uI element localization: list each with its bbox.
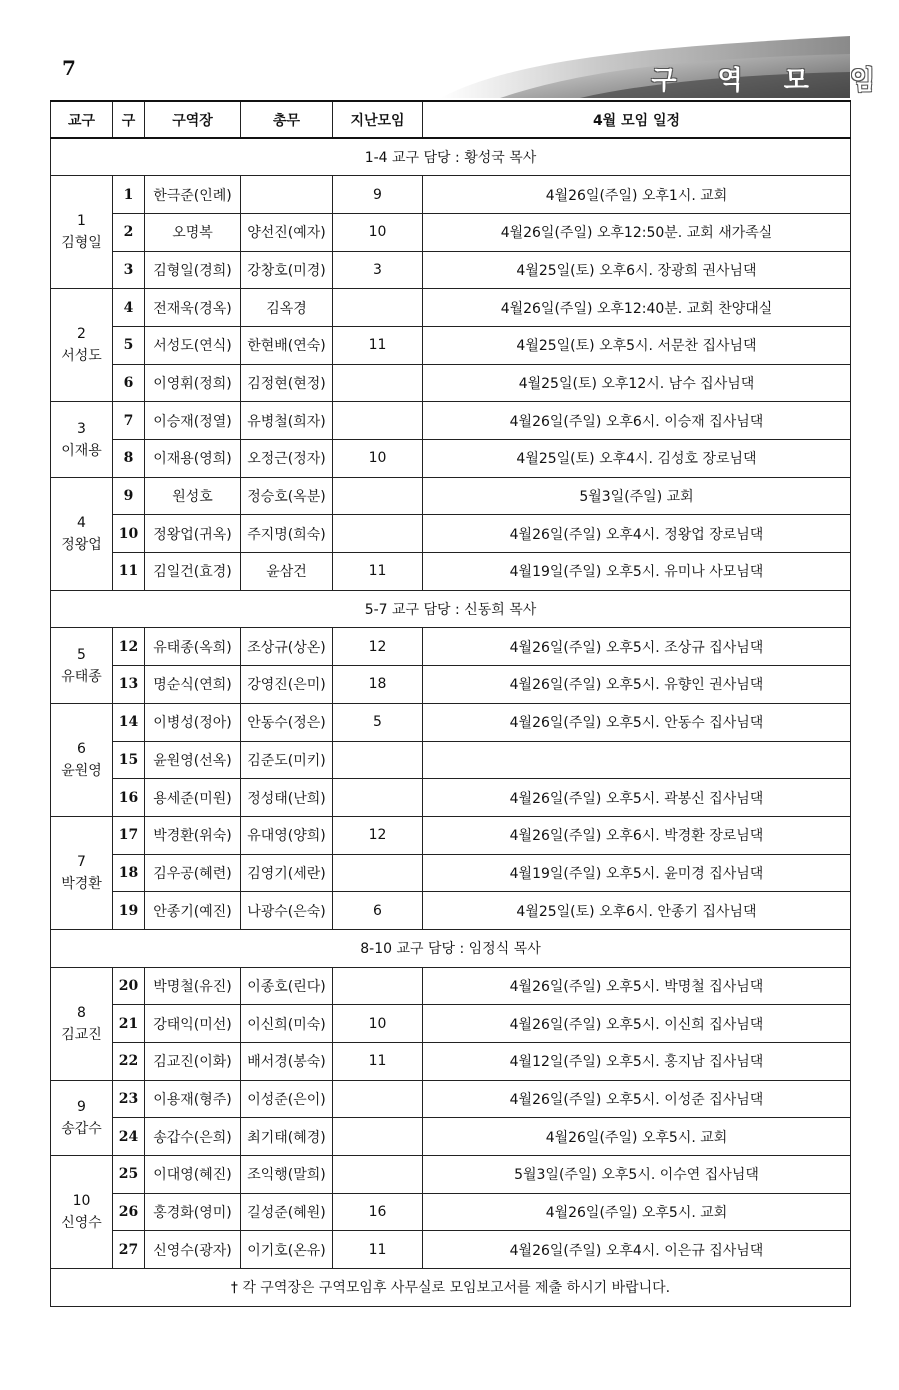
district-secretary: 김정현(현정)	[241, 364, 333, 402]
april-schedule: 4월19일(주일) 오후5시. 윤미경 집사님댁	[423, 854, 851, 892]
district-leader: 이승재(정열)	[145, 402, 241, 440]
april-schedule: 4월26일(주일) 오후5시. 조상규 집사님댁	[423, 628, 851, 666]
last-meeting-count: 12	[333, 628, 423, 666]
district-number: 24	[113, 1118, 145, 1156]
table-row	[51, 251, 851, 289]
district-leader: 윤원영(선옥)	[145, 741, 241, 779]
table-row	[51, 1080, 851, 1118]
parish-name: 박경환	[61, 875, 102, 892]
parish-cell	[51, 1156, 113, 1269]
district-number: 18	[113, 854, 145, 892]
table-row	[51, 289, 851, 327]
district-number: 22	[113, 1043, 145, 1081]
district-number: 7	[113, 402, 145, 440]
district-leader: 김교진(이화)	[145, 1043, 241, 1081]
april-schedule: 4월26일(주일) 오후6시. 이승재 집사님댁	[423, 402, 851, 440]
april-schedule: 4월26일(주일) 오후5시. 이성준 집사님댁	[423, 1080, 851, 1118]
district-number: 9	[113, 477, 145, 515]
district-leader: 강태익(미선)	[145, 1005, 241, 1043]
april-schedule: 4월25일(토) 오후4시. 김성호 장로님댁	[423, 440, 851, 478]
district-secretary: 김영기(세란)	[241, 854, 333, 892]
last-meeting-count	[333, 1080, 423, 1118]
parish-number: 2	[77, 326, 86, 343]
district-number: 21	[113, 1005, 145, 1043]
district-leader: 명순식(연희)	[145, 666, 241, 704]
district-secretary: 배서경(봉숙)	[241, 1043, 333, 1081]
district-leader: 이용재(형주)	[145, 1080, 241, 1118]
parish-name: 정왕업	[61, 536, 102, 553]
last-meeting-count: 11	[333, 1231, 423, 1269]
district-secretary: 김옥경	[241, 289, 333, 327]
table-row	[51, 892, 851, 930]
table-row	[51, 1043, 851, 1081]
district-leader: 송갑수(은희)	[145, 1118, 241, 1156]
parish-number: 6	[77, 740, 86, 757]
district-number: 27	[113, 1231, 145, 1269]
district-leader: 이병성(정아)	[145, 703, 241, 741]
last-meeting-count: 5	[333, 703, 423, 741]
april-schedule: 4월26일(주일) 오후4시. 정왕업 장로님댁	[423, 515, 851, 553]
district-number: 1	[113, 176, 145, 214]
district-secretary: 강영진(은미)	[241, 666, 333, 704]
table-row	[51, 515, 851, 553]
district-leader: 안종기(예진)	[145, 892, 241, 930]
parish-cell	[51, 703, 113, 816]
district-secretary: 유대영(양희)	[241, 816, 333, 854]
table-row	[51, 1118, 851, 1156]
april-schedule: 4월25일(토) 오후5시. 서문찬 집사님댁	[423, 326, 851, 364]
april-schedule: 4월26일(주일) 오후5시. 교회	[423, 1193, 851, 1231]
district-number: 10	[113, 515, 145, 553]
table-row	[51, 176, 851, 214]
district-number: 19	[113, 892, 145, 930]
last-meeting-count: 10	[333, 213, 423, 251]
last-meeting-count	[333, 1156, 423, 1194]
district-number: 15	[113, 741, 145, 779]
april-schedule: 4월26일(주일) 오후5시. 안동수 집사님댁	[423, 703, 851, 741]
april-schedule: 4월26일(주일) 오후12:50분. 교회 새가족실	[423, 213, 851, 251]
table-row	[51, 1231, 851, 1269]
april-schedule: 4월26일(주일) 오후1시. 교회	[423, 176, 851, 214]
col-header-district: 구	[113, 101, 145, 138]
district-leader: 서성도(연식)	[145, 326, 241, 364]
district-secretary: 조상규(상온)	[241, 628, 333, 666]
april-schedule: 4월25일(토) 오후6시. 안종기 집사님댁	[423, 892, 851, 930]
district-secretary: 최기태(혜경)	[241, 1118, 333, 1156]
district-secretary: 이기호(온유)	[241, 1231, 333, 1269]
section-row	[51, 929, 851, 967]
table-row	[51, 854, 851, 892]
col-header-last-meeting: 지난모임	[333, 101, 423, 138]
footer-note: † 각 구역장은 구역모임후 사무실로 모임보고서를 제출 하시기 바랍니다.	[51, 1269, 851, 1307]
april-schedule: 4월19일(주일) 오후5시. 유미나 사모님댁	[423, 553, 851, 591]
april-schedule: 4월26일(주일) 오후6시. 박경환 장로님댁	[423, 816, 851, 854]
table-row	[51, 326, 851, 364]
last-meeting-count: 16	[333, 1193, 423, 1231]
table-row	[51, 402, 851, 440]
col-header-april-schedule: 4월 모임 일정	[423, 101, 851, 138]
parish-name: 윤원영	[61, 762, 102, 779]
district-secretary: 윤삼건	[241, 553, 333, 591]
parish-number: 9	[77, 1098, 86, 1115]
district-secretary: 오정근(정자)	[241, 440, 333, 478]
district-number: 20	[113, 967, 145, 1005]
district-leader: 유태종(옥희)	[145, 628, 241, 666]
parish-number: 3	[77, 420, 86, 437]
district-number: 25	[113, 1156, 145, 1194]
district-leader: 원성호	[145, 477, 241, 515]
last-meeting-count: 12	[333, 816, 423, 854]
district-number: 8	[113, 440, 145, 478]
district-secretary: 정성태(난희)	[241, 779, 333, 817]
district-secretary: 이종호(린다)	[241, 967, 333, 1005]
district-leader: 한극준(인례)	[145, 176, 241, 214]
district-leader: 전재욱(경옥)	[145, 289, 241, 327]
district-number: 2	[113, 213, 145, 251]
district-number: 13	[113, 666, 145, 704]
parish-cell	[51, 628, 113, 703]
district-leader: 이영휘(정희)	[145, 364, 241, 402]
parish-cell	[51, 1080, 113, 1155]
parish-number: 4	[77, 514, 86, 531]
district-number: 6	[113, 364, 145, 402]
last-meeting-count	[333, 289, 423, 327]
april-schedule: 4월26일(주일) 오후5시. 곽봉신 집사님댁	[423, 779, 851, 817]
table-row	[51, 553, 851, 591]
col-header-parish: 교구	[51, 101, 113, 138]
district-leader: 김우공(혜련)	[145, 854, 241, 892]
district-number: 23	[113, 1080, 145, 1118]
banner-title: 구 역 모 임	[651, 66, 891, 96]
district-leader: 신영수(광자)	[145, 1231, 241, 1269]
last-meeting-count: 3	[333, 251, 423, 289]
parish-number: 5	[77, 646, 86, 663]
table-row	[51, 779, 851, 817]
district-number: 16	[113, 779, 145, 817]
table-row	[51, 628, 851, 666]
col-header-leader: 구역장	[145, 101, 241, 138]
last-meeting-count	[333, 967, 423, 1005]
april-schedule: 5월3일(주일) 교회	[423, 477, 851, 515]
april-schedule: 4월26일(주일) 오후12:40분. 교회 찬양대실	[423, 289, 851, 327]
last-meeting-count: 11	[333, 553, 423, 591]
table-row	[51, 666, 851, 704]
page-number: 7	[62, 56, 76, 80]
district-leader: 홍경화(영미)	[145, 1193, 241, 1231]
table-row	[51, 741, 851, 779]
district-secretary: 이성준(은이)	[241, 1080, 333, 1118]
district-leader: 정왕업(귀옥)	[145, 515, 241, 553]
last-meeting-count	[333, 364, 423, 402]
table-row	[51, 477, 851, 515]
header-row	[51, 101, 851, 138]
district-secretary: 길성준(혜원)	[241, 1193, 333, 1231]
last-meeting-count: 11	[333, 326, 423, 364]
district-secretary: 한현배(연숙)	[241, 326, 333, 364]
district-secretary: 유병철(희자)	[241, 402, 333, 440]
table-row	[51, 364, 851, 402]
last-meeting-count	[333, 854, 423, 892]
april-schedule: 4월25일(토) 오후12시. 남수 집사님댁	[423, 364, 851, 402]
april-schedule: 4월25일(토) 오후6시. 장광희 권사님댁	[423, 251, 851, 289]
district-leader: 김일건(효경)	[145, 553, 241, 591]
table-row	[51, 213, 851, 251]
last-meeting-count	[333, 741, 423, 779]
district-secretary: 김준도(미키)	[241, 741, 333, 779]
parish-name: 송갑수	[61, 1120, 102, 1137]
parish-cell	[51, 816, 113, 929]
last-meeting-count	[333, 779, 423, 817]
parish-cell	[51, 402, 113, 477]
april-schedule: 4월26일(주일) 오후5시. 유향인 권사님댁	[423, 666, 851, 704]
district-secretary: 정승호(옥분)	[241, 477, 333, 515]
parish-number: 1	[77, 213, 86, 230]
parish-name: 이재용	[61, 442, 102, 459]
district-number: 17	[113, 816, 145, 854]
last-meeting-count: 10	[333, 1005, 423, 1043]
district-number: 4	[113, 289, 145, 327]
last-meeting-count	[333, 515, 423, 553]
district-leader: 용세준(미원)	[145, 779, 241, 817]
april-schedule: 4월26일(주일) 오후4시. 이은규 집사님댁	[423, 1231, 851, 1269]
district-leader: 오명복	[145, 213, 241, 251]
footer-row	[51, 1269, 851, 1307]
district-secretary: 주지명(희숙)	[241, 515, 333, 553]
district-leader: 박경환(위숙)	[145, 816, 241, 854]
last-meeting-count	[333, 1118, 423, 1156]
district-secretary: 안동수(정은)	[241, 703, 333, 741]
col-header-secretary: 총무	[241, 101, 333, 138]
table-row	[51, 703, 851, 741]
section-row	[51, 590, 851, 628]
parish-number: 8	[77, 1004, 86, 1021]
parish-cell	[51, 289, 113, 402]
table-row	[51, 1005, 851, 1043]
last-meeting-count	[333, 402, 423, 440]
district-secretary	[241, 176, 333, 214]
april-schedule: 4월26일(주일) 오후5시. 박명철 집사님댁	[423, 967, 851, 1005]
april-schedule: 4월26일(주일) 오후5시. 이신희 집사님댁	[423, 1005, 851, 1043]
last-meeting-count: 18	[333, 666, 423, 704]
district-number: 12	[113, 628, 145, 666]
parish-number: 7	[77, 853, 86, 870]
april-schedule: 4월26일(주일) 오후5시. 교회	[423, 1118, 851, 1156]
parish-cell	[51, 477, 113, 590]
table-row	[51, 816, 851, 854]
april-schedule	[423, 741, 851, 779]
table-row	[51, 1193, 851, 1231]
district-secretary: 이신희(미숙)	[241, 1005, 333, 1043]
last-meeting-count: 10	[333, 440, 423, 478]
last-meeting-count: 11	[333, 1043, 423, 1081]
district-number: 3	[113, 251, 145, 289]
table-row	[51, 967, 851, 1005]
parish-cell	[51, 176, 113, 289]
parish-name: 유태종	[61, 668, 102, 685]
district-secretary: 양선진(예자)	[241, 213, 333, 251]
section-row	[51, 138, 851, 176]
parish-name: 신영수	[61, 1215, 102, 1232]
district-leader: 김형일(경희)	[145, 251, 241, 289]
parish-name: 서성도	[61, 348, 102, 365]
last-meeting-count: 6	[333, 892, 423, 930]
last-meeting-count: 9	[333, 176, 423, 214]
parish-name: 김교진	[61, 1026, 102, 1043]
district-leader: 박명철(유진)	[145, 967, 241, 1005]
district-secretary: 조익행(말희)	[241, 1156, 333, 1194]
district-number: 5	[113, 326, 145, 364]
district-meeting-table	[50, 100, 851, 1307]
district-number: 11	[113, 553, 145, 591]
district-number: 14	[113, 703, 145, 741]
table-row	[51, 1156, 851, 1194]
section-title: 1-4 교구 담당 : 황성국 목사	[51, 138, 851, 176]
april-schedule: 4월12일(주일) 오후5시. 홍지남 집사님댁	[423, 1043, 851, 1081]
last-meeting-count	[333, 477, 423, 515]
section-title: 8-10 교구 담당 : 임정식 목사	[51, 929, 851, 967]
district-leader: 이대영(혜진)	[145, 1156, 241, 1194]
section-title: 5-7 교구 담당 : 신동희 목사	[51, 590, 851, 628]
parish-name: 김형일	[61, 235, 102, 252]
district-leader: 이재용(영희)	[145, 440, 241, 478]
district-secretary: 강창호(미경)	[241, 251, 333, 289]
april-schedule: 5월3일(주일) 오후5시. 이수연 집사님댁	[423, 1156, 851, 1194]
parish-cell	[51, 967, 113, 1080]
parish-number: 10	[72, 1193, 91, 1210]
district-secretary: 나광수(은숙)	[241, 892, 333, 930]
table-row	[51, 440, 851, 478]
district-number: 26	[113, 1193, 145, 1231]
